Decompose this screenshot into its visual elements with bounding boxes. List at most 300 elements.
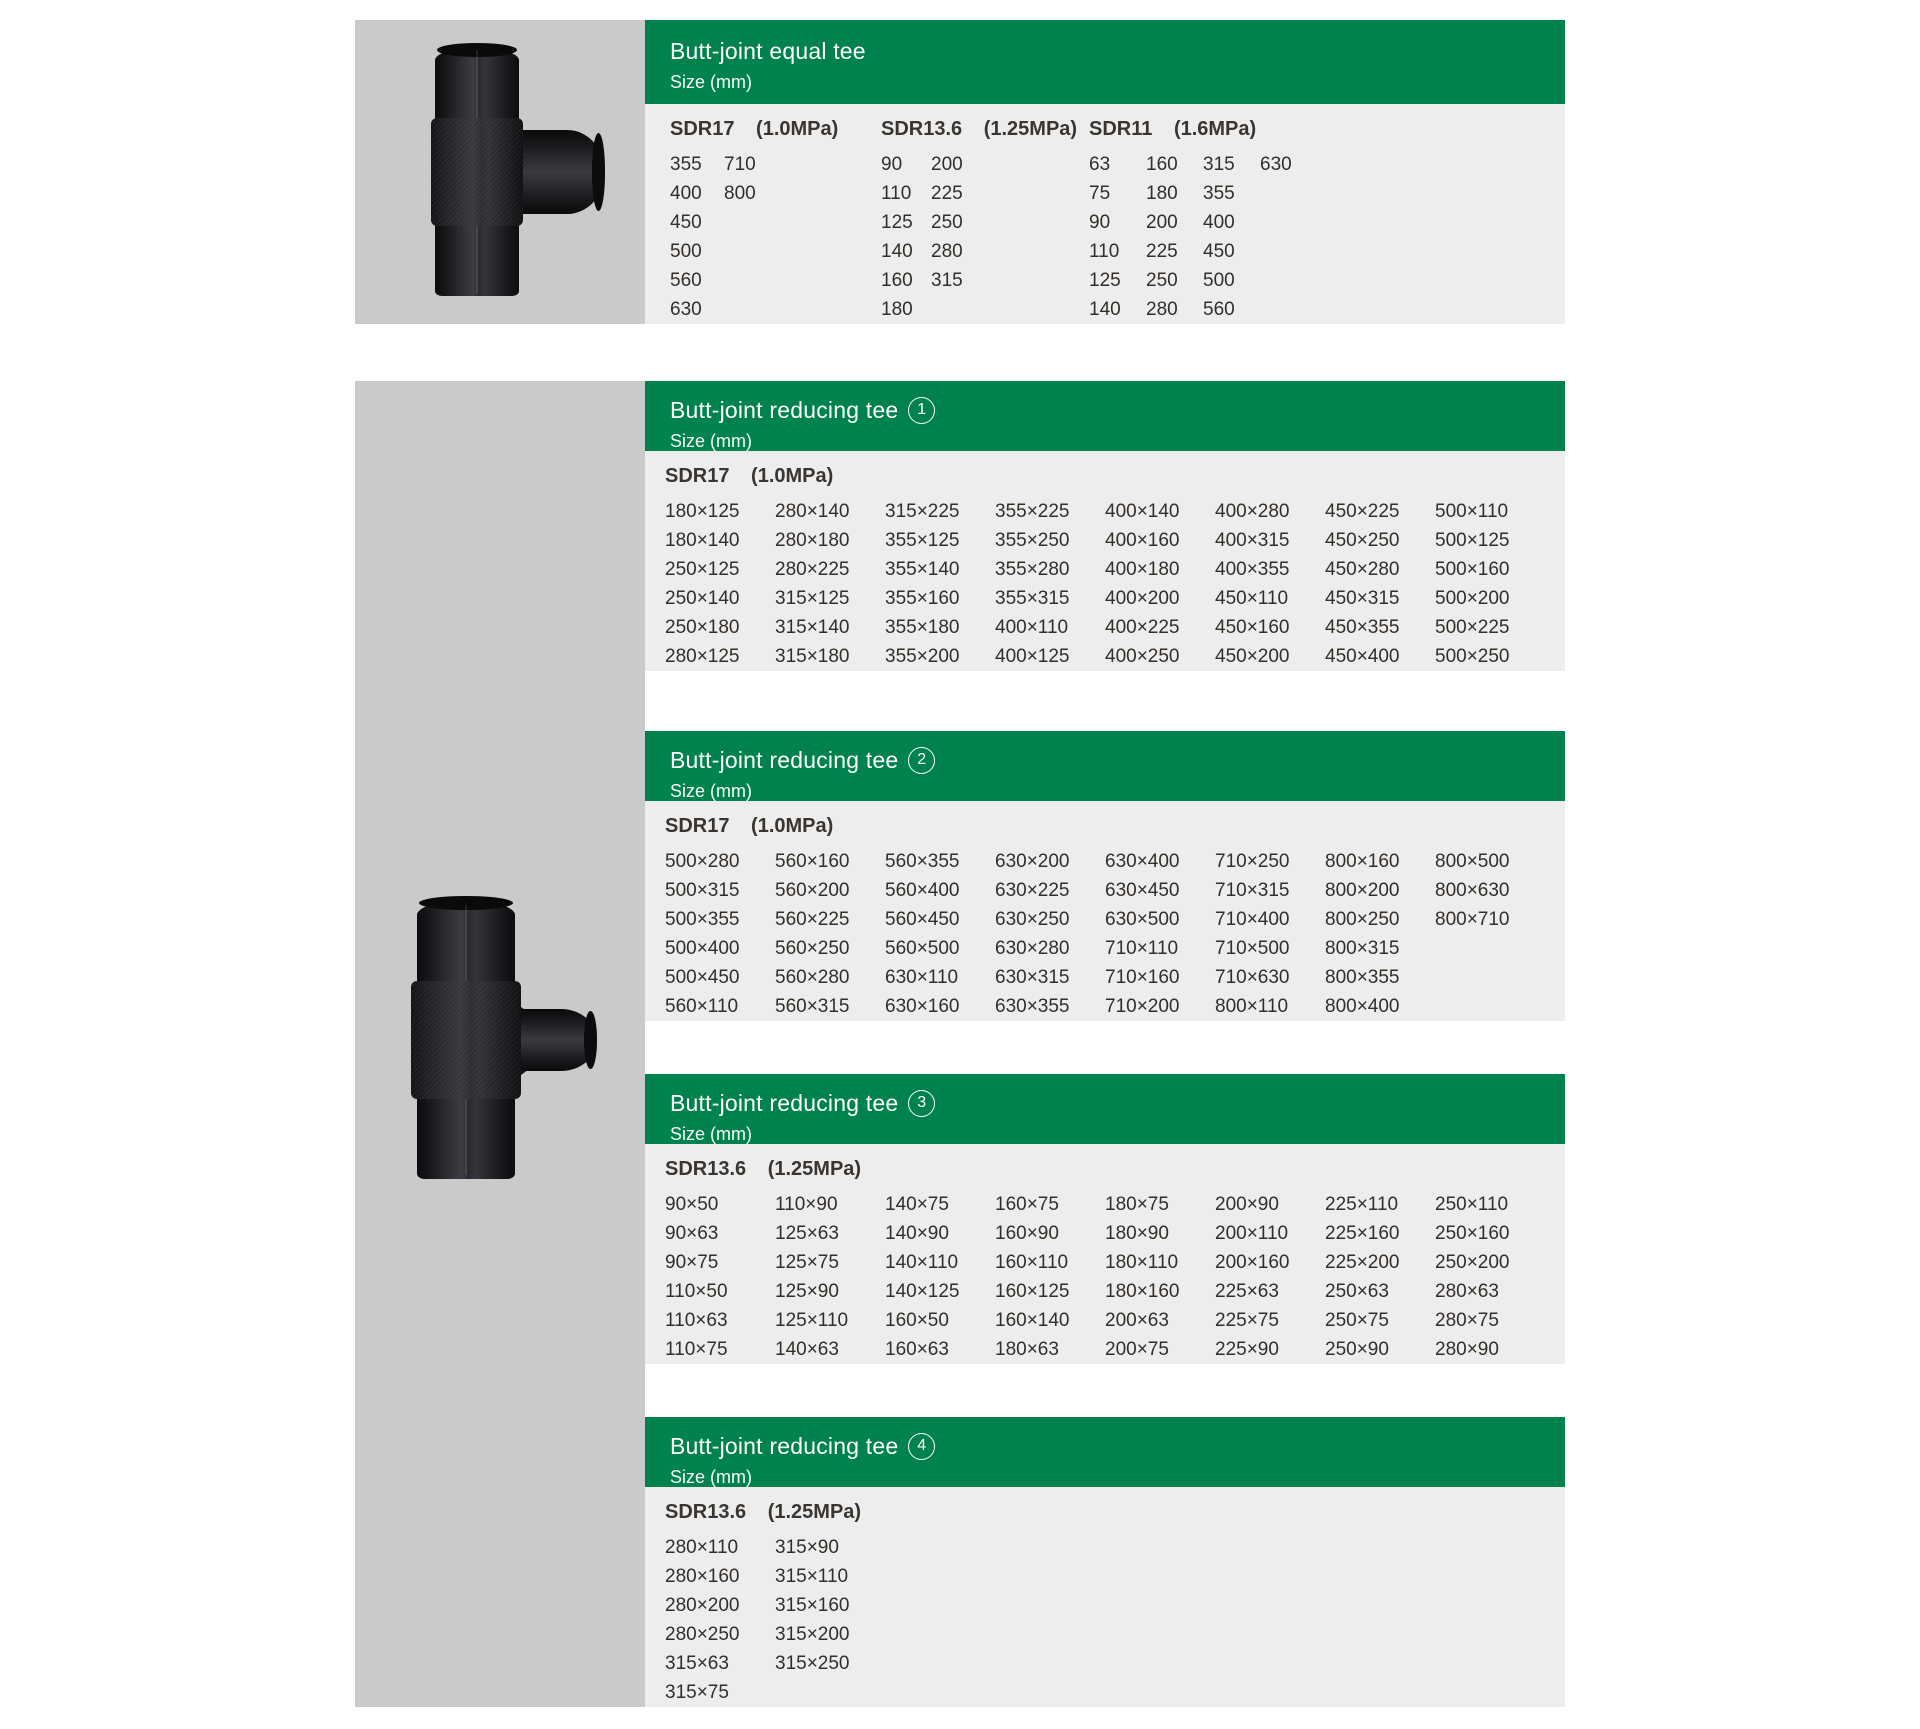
- table-row: [881, 295, 1077, 324]
- size-cell: 560: [670, 270, 702, 291]
- table-row: [665, 613, 1565, 642]
- table-row: [1089, 150, 1317, 179]
- table-row: [881, 237, 1077, 266]
- size-cell: 630×500: [1105, 909, 1180, 930]
- size-cell: 500×250: [1435, 646, 1510, 667]
- size-cell: 710×630: [1215, 967, 1290, 988]
- size-cell: 630×280: [995, 938, 1070, 959]
- size-cell: 710×400: [1215, 909, 1290, 930]
- size-cell: 160×63: [885, 1339, 949, 1360]
- table-row: [665, 1277, 1565, 1306]
- size-cell: 710×200: [1105, 996, 1180, 1017]
- size-cell: 315×160: [775, 1595, 850, 1616]
- size-cell: 450×200: [1215, 646, 1290, 667]
- sdr-rating-heading: [670, 114, 838, 144]
- size-cell: 200×160: [1215, 1252, 1290, 1273]
- section-title-text: Butt-joint reducing tee: [670, 1090, 899, 1116]
- section-header-reducing-tee-1: [645, 381, 1565, 451]
- sdr11-column-group: [1089, 114, 1317, 324]
- size-cell: 315: [931, 270, 963, 291]
- size-cell: 400×125: [995, 646, 1070, 667]
- pressure-rating: (1.0MPa): [751, 465, 834, 487]
- size-cell: 200×63: [1105, 1310, 1169, 1331]
- section-title-text: Butt-joint reducing tee: [670, 1433, 899, 1459]
- table-row: [1089, 179, 1317, 208]
- section-title: [670, 36, 1565, 66]
- size-cell: 250×63: [1325, 1281, 1389, 1302]
- sdr17-column-group: [670, 114, 838, 324]
- size-cell: 560×500: [885, 938, 960, 959]
- size-cell: 315×125: [775, 588, 850, 609]
- size-cell: 400×225: [1105, 617, 1180, 638]
- table-row: [665, 497, 1565, 526]
- table-row: [670, 179, 838, 208]
- sdr-rating-heading: [665, 1497, 1565, 1527]
- size-cell: 560: [1203, 299, 1235, 320]
- size-cell: 140: [1089, 299, 1121, 320]
- size-cell: 140×90: [885, 1223, 949, 1244]
- size-cell: 800×355: [1325, 967, 1400, 988]
- size-cell: 160×50: [885, 1310, 949, 1331]
- size-cell: 250×110: [1435, 1194, 1509, 1215]
- size-cell: 280×63: [1435, 1281, 1499, 1302]
- size-cell: 315×250: [775, 1653, 850, 1674]
- size-list: [665, 1190, 1565, 1364]
- table-row: [665, 642, 1565, 671]
- pressure-rating: (1.25MPa): [767, 1158, 862, 1180]
- pressure-rating: (1.6MPa): [1173, 118, 1257, 140]
- sdr-name: SDR13.6: [665, 1158, 747, 1180]
- size-cell: 800×250: [1325, 909, 1400, 930]
- size-cell: 800: [724, 183, 756, 204]
- size-cell: 140×75: [885, 1194, 949, 1215]
- size-cell: 450×400: [1325, 646, 1400, 667]
- table-row: [665, 1219, 1565, 1248]
- size-cell: 250×180: [665, 617, 740, 638]
- section-reducing-tee-3: [645, 1074, 1565, 1364]
- reducing-tee-photo: [355, 381, 645, 1707]
- size-cell: 63: [1089, 154, 1111, 175]
- size-cell: 315×90: [775, 1537, 839, 1558]
- size-cell: 500×400: [665, 938, 740, 959]
- size-unit-label: Size (mm): [670, 431, 752, 451]
- size-cell: 800×710: [1435, 909, 1510, 930]
- sdr-rating-heading: [881, 114, 1077, 144]
- size-cell: 280×180: [775, 530, 850, 551]
- size-cell: 280×75: [1435, 1310, 1499, 1331]
- table-row: [881, 179, 1077, 208]
- size-cell: 110: [1089, 241, 1120, 262]
- size-cell: 280×125: [665, 646, 740, 667]
- size-cell: 355×315: [995, 588, 1070, 609]
- reducing-tee-1-size-table: [645, 451, 1565, 671]
- pressure-rating: (1.25MPa): [767, 1501, 862, 1523]
- size-cell: 630×160: [885, 996, 960, 1017]
- section-title-text: Butt-joint reducing tee: [670, 747, 899, 773]
- size-cell: 400×315: [1215, 530, 1290, 551]
- size-cell: 800×315: [1325, 938, 1400, 959]
- sdr-rating-heading: [1089, 114, 1317, 144]
- size-cell: 125×75: [775, 1252, 839, 1273]
- table-row: [665, 584, 1565, 613]
- tee-branch-pipe: [521, 130, 605, 214]
- size-cell: 630×200: [995, 851, 1070, 872]
- size-cell: 250×90: [1325, 1339, 1389, 1360]
- size-cell: 710×110: [1105, 938, 1179, 959]
- equal-tee-size-table: [645, 104, 1565, 324]
- size-cell: 125: [1089, 270, 1121, 291]
- size-cell: 800×500: [1435, 851, 1510, 872]
- tee-collar: [431, 118, 523, 226]
- size-cell: 180×75: [1105, 1194, 1169, 1215]
- size-unit-label: Size (mm): [670, 1467, 752, 1487]
- size-cell: 630×450: [1105, 880, 1180, 901]
- section-title: [670, 745, 1565, 775]
- size-cell: 225×110: [1325, 1194, 1399, 1215]
- size-cell: 630×315: [995, 967, 1070, 988]
- sdr-name: SDR17: [670, 118, 735, 140]
- table-row: [665, 1678, 1565, 1707]
- circled-number-badge: 4: [908, 1433, 935, 1460]
- section-header-reducing-tee-3: [645, 1074, 1565, 1144]
- size-cell: 500×110: [1435, 501, 1509, 522]
- section-reducing-tee-4: [645, 1417, 1565, 1707]
- circled-number-badge: 2: [908, 747, 935, 774]
- size-cell: 200×75: [1105, 1339, 1169, 1360]
- size-cell: 160: [881, 270, 913, 291]
- table-row: [670, 208, 838, 237]
- size-unit-label: Size (mm): [670, 781, 752, 801]
- size-list: [665, 497, 1565, 671]
- size-cell: 225×75: [1215, 1310, 1279, 1331]
- pressure-rating: (1.0MPa): [756, 118, 839, 140]
- size-cell: 160×140: [995, 1310, 1070, 1331]
- size-cell: 125×63: [775, 1223, 839, 1244]
- size-cell: 400×250: [1105, 646, 1180, 667]
- size-cell: 225×90: [1215, 1339, 1279, 1360]
- size-cell: 630×355: [995, 996, 1070, 1017]
- size-cell: 710×160: [1105, 967, 1180, 988]
- table-row: [665, 1190, 1565, 1219]
- size-cell: 630: [1260, 154, 1292, 175]
- size-cell: 315×180: [775, 646, 850, 667]
- size-cell: 160×110: [995, 1252, 1069, 1273]
- table-row: [665, 1248, 1565, 1277]
- size-cell: 110: [881, 183, 912, 204]
- size-cell: 315×75: [665, 1682, 729, 1703]
- size-cell: 180: [1146, 183, 1178, 204]
- size-cell: 710×250: [1215, 851, 1290, 872]
- size-cell: 225×63: [1215, 1281, 1279, 1302]
- size-cell: 355×125: [885, 530, 960, 551]
- size-cell: 110×75: [665, 1339, 728, 1360]
- size-cell: 630×400: [1105, 851, 1180, 872]
- size-cell: 280×160: [665, 1566, 740, 1587]
- size-cell: 400×200: [1105, 588, 1180, 609]
- size-cell: 630×225: [995, 880, 1070, 901]
- table-row: [881, 266, 1077, 295]
- size-cell: 450×250: [1325, 530, 1400, 551]
- table-row: [665, 876, 1565, 905]
- table-row: [665, 1306, 1565, 1335]
- size-cell: 160×125: [995, 1281, 1070, 1302]
- section-title: [670, 1088, 1565, 1118]
- size-cell: 560×225: [775, 909, 850, 930]
- size-cell: 450×355: [1325, 617, 1400, 638]
- size-cell: 630×250: [995, 909, 1070, 930]
- section-header-equal-tee: [645, 20, 1565, 104]
- size-cell: 250×200: [1435, 1252, 1510, 1273]
- size-cell: 400×110: [995, 617, 1069, 638]
- size-cell: 355×160: [885, 588, 960, 609]
- sdr-name: SDR13.6: [881, 118, 963, 140]
- size-cell: 560×250: [775, 938, 850, 959]
- table-row: [665, 934, 1565, 963]
- size-cell: 160: [1146, 154, 1178, 175]
- table-row: [665, 555, 1565, 584]
- table-row: [1089, 266, 1317, 295]
- size-cell: 125×90: [775, 1281, 839, 1302]
- size-cell: 250×140: [665, 588, 740, 609]
- size-cell: 125×110: [775, 1310, 849, 1331]
- size-cell: 250×125: [665, 559, 740, 580]
- size-cell: 280×200: [665, 1595, 740, 1616]
- size-cell: 110×90: [775, 1194, 838, 1215]
- size-cell: 225×160: [1325, 1223, 1400, 1244]
- size-cell: 450×280: [1325, 559, 1400, 580]
- size-cell: 180: [881, 299, 913, 320]
- reducing-tee-product-image: [355, 381, 645, 1707]
- size-cell: 140×63: [775, 1339, 839, 1360]
- table-row: [665, 1533, 1565, 1562]
- table-row: [670, 237, 838, 266]
- size-cell: 560×355: [885, 851, 960, 872]
- size-cell: 355×225: [995, 501, 1070, 522]
- size-cell: 315×110: [775, 1566, 849, 1587]
- size-cell: 180×63: [995, 1339, 1059, 1360]
- size-cell: 180×110: [1105, 1252, 1179, 1273]
- sdr13-6-column-group: [881, 114, 1077, 324]
- size-cell: 250: [1146, 270, 1178, 291]
- sdr-name: SDR13.6: [665, 1501, 747, 1523]
- size-cell: 280×140: [775, 501, 850, 522]
- size-cell: 180×125: [665, 501, 740, 522]
- section-header-reducing-tee-2: [645, 731, 1565, 801]
- table-row: [665, 905, 1565, 934]
- pressure-rating: (1.0MPa): [751, 815, 834, 837]
- size-cell: 560×450: [885, 909, 960, 930]
- table-row: [665, 1649, 1565, 1678]
- size-cell: 280×225: [775, 559, 850, 580]
- size-cell: 500: [670, 241, 702, 262]
- size-cell: 560×200: [775, 880, 850, 901]
- size-cell: 355×280: [995, 559, 1070, 580]
- table-row: [1089, 295, 1317, 324]
- size-cell: 355: [1203, 183, 1235, 204]
- size-cell: 500: [1203, 270, 1235, 291]
- section-title-text: Butt-joint equal tee: [670, 38, 866, 64]
- size-cell: 355: [670, 154, 702, 175]
- size-cell: 450: [1203, 241, 1235, 262]
- size-cell: 500×160: [1435, 559, 1510, 580]
- size-cell: 250: [931, 212, 963, 233]
- size-cell: 90×50: [665, 1194, 719, 1215]
- size-cell: 630: [670, 299, 702, 320]
- size-cell: 400×180: [1105, 559, 1180, 580]
- size-cell: 110×63: [665, 1310, 728, 1331]
- size-cell: 315×200: [775, 1624, 850, 1645]
- section-header-reducing-tee-4: [645, 1417, 1565, 1487]
- size-cell: 200×110: [1215, 1223, 1289, 1244]
- size-cell: 280: [1146, 299, 1178, 320]
- size-cell: 500×280: [665, 851, 740, 872]
- size-cell: 200×90: [1215, 1194, 1279, 1215]
- circled-number-badge: 3: [908, 1090, 935, 1117]
- size-cell: 400×140: [1105, 501, 1180, 522]
- reducing-tee-4-size-table: [645, 1487, 1565, 1707]
- table-row: [665, 1591, 1565, 1620]
- size-cell: 250×160: [1435, 1223, 1510, 1244]
- size-list: [665, 1533, 1565, 1707]
- size-cell: 355×250: [995, 530, 1070, 551]
- size-cell: 315×63: [665, 1653, 729, 1674]
- sdr-rating-heading: [665, 461, 1565, 491]
- size-cell: 200: [931, 154, 963, 175]
- sdr-name: SDR17: [665, 815, 730, 837]
- tee-collar: [411, 981, 521, 1099]
- reducing-tee-2-size-table: [645, 801, 1565, 1021]
- size-cell: 90: [1089, 212, 1111, 233]
- sdr-name: SDR11: [1089, 118, 1153, 140]
- equal-tee-photo: [355, 20, 645, 324]
- size-cell: 355×140: [885, 559, 960, 580]
- size-cell: 280: [931, 241, 963, 262]
- table-row: [881, 150, 1077, 179]
- size-unit-label: Size (mm): [670, 1124, 752, 1144]
- size-cell: 400: [670, 183, 702, 204]
- size-cell: 280×90: [1435, 1339, 1499, 1360]
- size-cell: 200: [1146, 212, 1178, 233]
- size-list: [665, 847, 1565, 1021]
- size-unit-label: Size (mm): [670, 72, 752, 92]
- size-cell: 180×90: [1105, 1223, 1169, 1244]
- size-cell: 315×140: [775, 617, 850, 638]
- size-cell: 355×200: [885, 646, 960, 667]
- size-cell: 110×50: [665, 1281, 728, 1302]
- size-cell: 800×200: [1325, 880, 1400, 901]
- section-title: [670, 1431, 1565, 1461]
- circled-number-badge: 1: [908, 397, 935, 424]
- size-cell: 140: [881, 241, 913, 262]
- size-cell: 125: [881, 212, 913, 233]
- size-cell: 800×630: [1435, 880, 1510, 901]
- size-cell: 315×225: [885, 501, 960, 522]
- size-cell: 800×110: [1215, 996, 1289, 1017]
- table-row: [665, 963, 1565, 992]
- table-row: [665, 847, 1565, 876]
- size-cell: 450×225: [1325, 501, 1400, 522]
- size-cell: 225: [931, 183, 963, 204]
- sdr-rating-heading: [665, 811, 1565, 841]
- size-cell: 400×160: [1105, 530, 1180, 551]
- size-cell: 225: [1146, 241, 1178, 262]
- size-cell: 560×280: [775, 967, 850, 988]
- size-list: [881, 150, 1077, 324]
- size-cell: 400: [1203, 212, 1235, 233]
- size-cell: 710×315: [1215, 880, 1290, 901]
- size-cell: 560×160: [775, 851, 850, 872]
- size-cell: 225×200: [1325, 1252, 1400, 1273]
- table-row: [670, 295, 838, 324]
- table-row: [881, 208, 1077, 237]
- size-cell: 140×125: [885, 1281, 960, 1302]
- size-cell: 280×110: [665, 1537, 739, 1558]
- size-cell: 140×110: [885, 1252, 959, 1273]
- table-row: [665, 1620, 1565, 1649]
- tee-branch-pipe: [517, 1009, 597, 1071]
- size-cell: 160×90: [995, 1223, 1059, 1244]
- size-cell: 560×400: [885, 880, 960, 901]
- table-row: [665, 526, 1565, 555]
- size-cell: 75: [1089, 183, 1111, 204]
- section-title-text: Butt-joint reducing tee: [670, 397, 899, 423]
- size-cell: 630×110: [885, 967, 959, 988]
- size-cell: 160×75: [995, 1194, 1059, 1215]
- sdr-name: SDR17: [665, 465, 730, 487]
- size-cell: 800×400: [1325, 996, 1400, 1017]
- section-equal-tee: [645, 20, 1565, 324]
- equal-tee-product-image: [355, 20, 645, 324]
- size-list: [1089, 150, 1317, 324]
- size-cell: 180×140: [665, 530, 740, 551]
- pressure-rating: (1.25MPa): [983, 118, 1078, 140]
- section-reducing-tee-1: [645, 381, 1565, 671]
- table-row: [670, 150, 838, 179]
- size-cell: 450×110: [1215, 588, 1289, 609]
- reducing-tee-3-size-table: [645, 1144, 1565, 1364]
- size-cell: 450×160: [1215, 617, 1290, 638]
- size-cell: 180×160: [1105, 1281, 1180, 1302]
- size-cell: 710×500: [1215, 938, 1290, 959]
- size-cell: 500×125: [1435, 530, 1510, 551]
- size-cell: 250×75: [1325, 1310, 1389, 1331]
- size-cell: 800×160: [1325, 851, 1400, 872]
- size-cell: 90×75: [665, 1252, 719, 1273]
- size-cell: 450×315: [1325, 588, 1400, 609]
- size-cell: 280×250: [665, 1624, 740, 1645]
- size-cell: 500×450: [665, 967, 740, 988]
- size-cell: 500×200: [1435, 588, 1510, 609]
- sdr-rating-heading: [665, 1154, 1565, 1184]
- size-cell: 400×280: [1215, 501, 1290, 522]
- size-cell: 400×355: [1215, 559, 1290, 580]
- table-row: [1089, 208, 1317, 237]
- table-row: [665, 1335, 1565, 1364]
- size-cell: 500×225: [1435, 617, 1510, 638]
- size-cell: 560×110: [665, 996, 739, 1017]
- size-cell: 500×355: [665, 909, 740, 930]
- size-list: [670, 150, 838, 324]
- table-row: [665, 1562, 1565, 1591]
- size-cell: 450: [670, 212, 702, 233]
- size-cell: 90: [881, 154, 903, 175]
- size-cell: 500×315: [665, 880, 740, 901]
- size-cell: 355×180: [885, 617, 960, 638]
- size-cell: 710: [724, 154, 756, 175]
- table-row: [665, 992, 1565, 1021]
- size-cell: 90×63: [665, 1223, 719, 1244]
- table-row: [1089, 237, 1317, 266]
